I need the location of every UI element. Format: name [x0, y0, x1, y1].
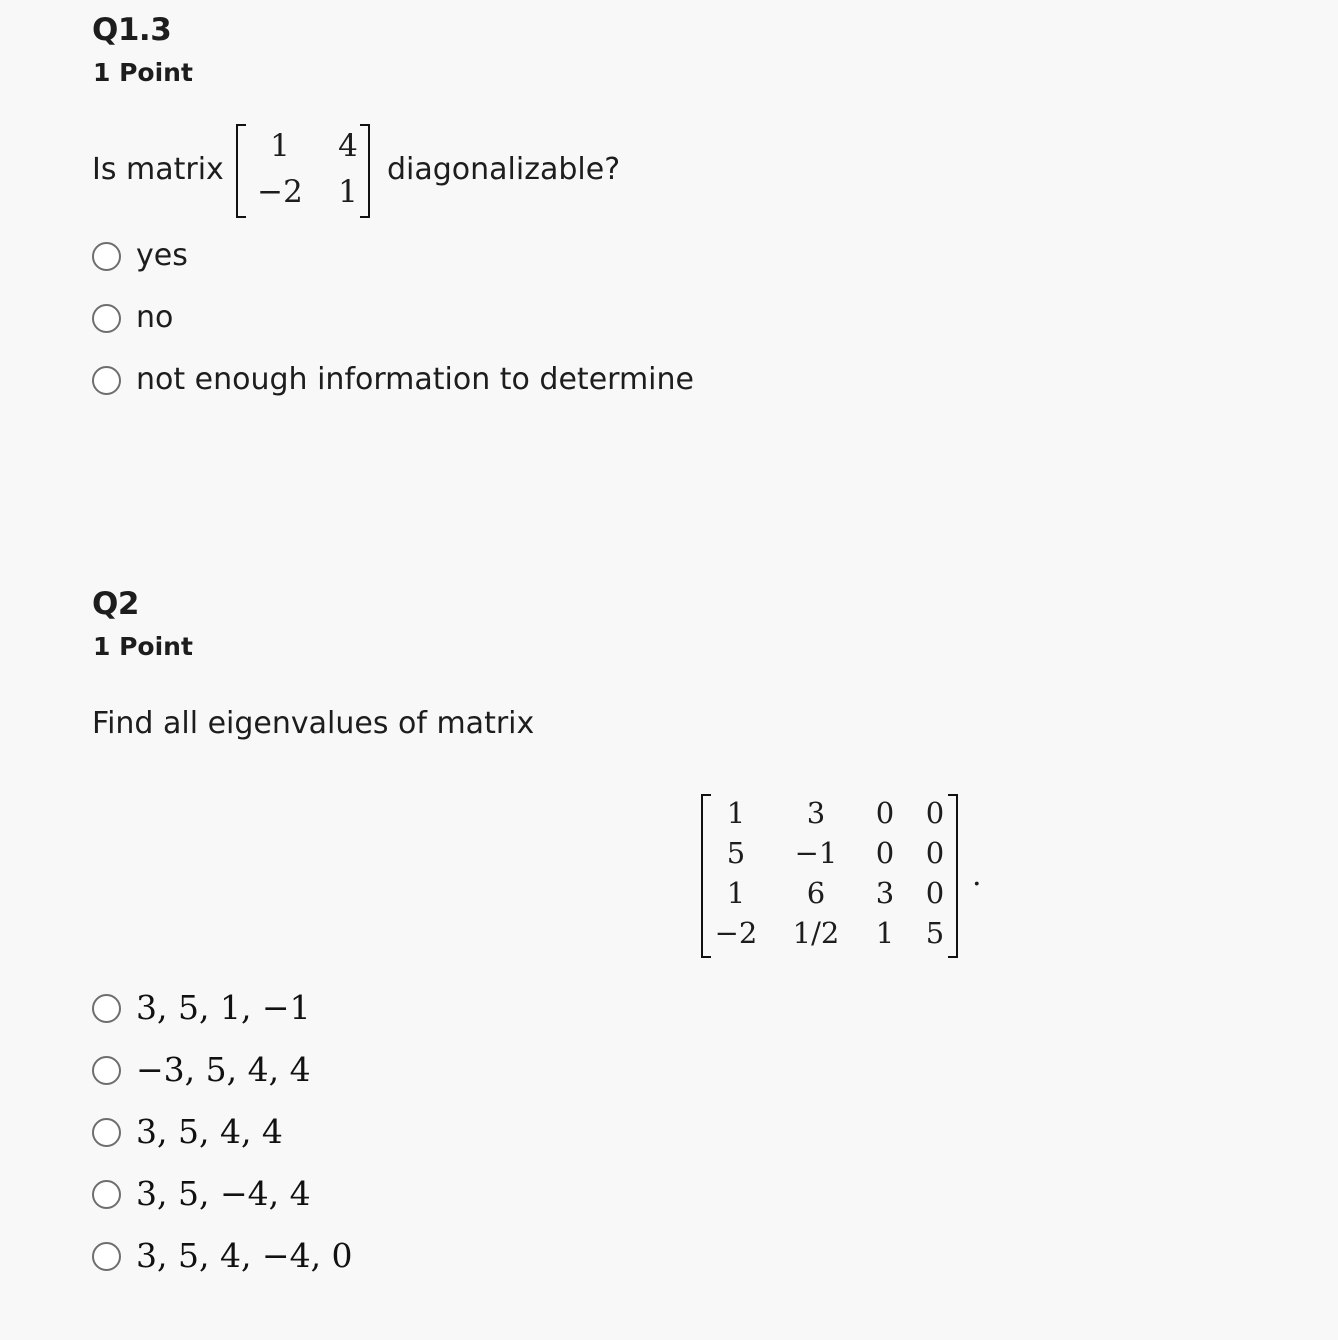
- radio-button[interactable]: [92, 242, 121, 271]
- question-prompt-after: diagonalizable?: [387, 152, 621, 187]
- radio-button[interactable]: [92, 1056, 121, 1085]
- question-points: 1 Point: [93, 58, 193, 87]
- matrix-cell: 4: [338, 128, 358, 164]
- matrix-cell: 5: [726, 836, 746, 870]
- matrix-left-bracket: [701, 794, 711, 958]
- matrix-period: .: [972, 858, 982, 893]
- matrix-cell: 0: [925, 836, 945, 870]
- matrix-cell: 0: [875, 836, 895, 870]
- radio-button[interactable]: [92, 366, 121, 395]
- option-label: 3, 5, 1, −1: [136, 988, 311, 1027]
- radio-button[interactable]: [92, 1180, 121, 1209]
- matrix-cell: 0: [925, 796, 945, 830]
- option-label: yes: [136, 238, 188, 273]
- matrix-cell: 1: [875, 916, 895, 950]
- matrix-cell: −2: [714, 916, 758, 950]
- matrix-left-bracket: [236, 124, 246, 218]
- option-label: −3, 5, 4, 4: [136, 1050, 311, 1089]
- question-prompt: Find all eigenvalues of matrix: [92, 706, 535, 741]
- radio-button[interactable]: [92, 304, 121, 333]
- matrix-cell: 0: [875, 796, 895, 830]
- answer-option-no[interactable]: [92, 298, 173, 338]
- question-prompt-before: Is matrix: [92, 152, 224, 187]
- matrix-cell: 1/2: [792, 916, 840, 950]
- matrix-cell: 0: [925, 876, 945, 910]
- answer-option-5[interactable]: [92, 1236, 353, 1276]
- answer-option-1[interactable]: [92, 988, 311, 1028]
- matrix-4x4: [701, 794, 958, 958]
- radio-button[interactable]: [92, 994, 121, 1023]
- answer-option-2[interactable]: [92, 1050, 311, 1090]
- radio-button[interactable]: [92, 1118, 121, 1147]
- matrix-cell: −1: [794, 836, 838, 870]
- question-title: Q1.3: [92, 12, 172, 48]
- answer-option-yes[interactable]: [92, 236, 188, 276]
- question-title: Q2: [92, 586, 139, 622]
- matrix-cell: 1: [270, 128, 290, 164]
- matrix-cell: 1: [726, 876, 746, 910]
- matrix-cell: 3: [875, 876, 895, 910]
- option-label: 3, 5, −4, 4: [136, 1174, 311, 1213]
- option-label: not enough information to determine: [136, 362, 694, 397]
- option-label: 3, 5, 4, −4, 0: [136, 1236, 353, 1275]
- option-label: no: [136, 300, 174, 335]
- matrix-2x2: [236, 124, 370, 218]
- question-points: 1 Point: [93, 632, 193, 661]
- answer-option-4[interactable]: [92, 1174, 311, 1214]
- matrix-cell: 5: [925, 916, 945, 950]
- matrix-cell: −2: [257, 174, 303, 210]
- matrix-cell: 1: [726, 796, 746, 830]
- matrix-cell: 6: [806, 876, 826, 910]
- answer-option-not-enough-info[interactable]: [92, 360, 694, 400]
- option-label: 3, 5, 4, 4: [136, 1112, 283, 1151]
- matrix-cell: 3: [806, 796, 826, 830]
- answer-option-3[interactable]: [92, 1112, 283, 1152]
- matrix-cell: 1: [338, 174, 358, 210]
- radio-button[interactable]: [92, 1242, 121, 1271]
